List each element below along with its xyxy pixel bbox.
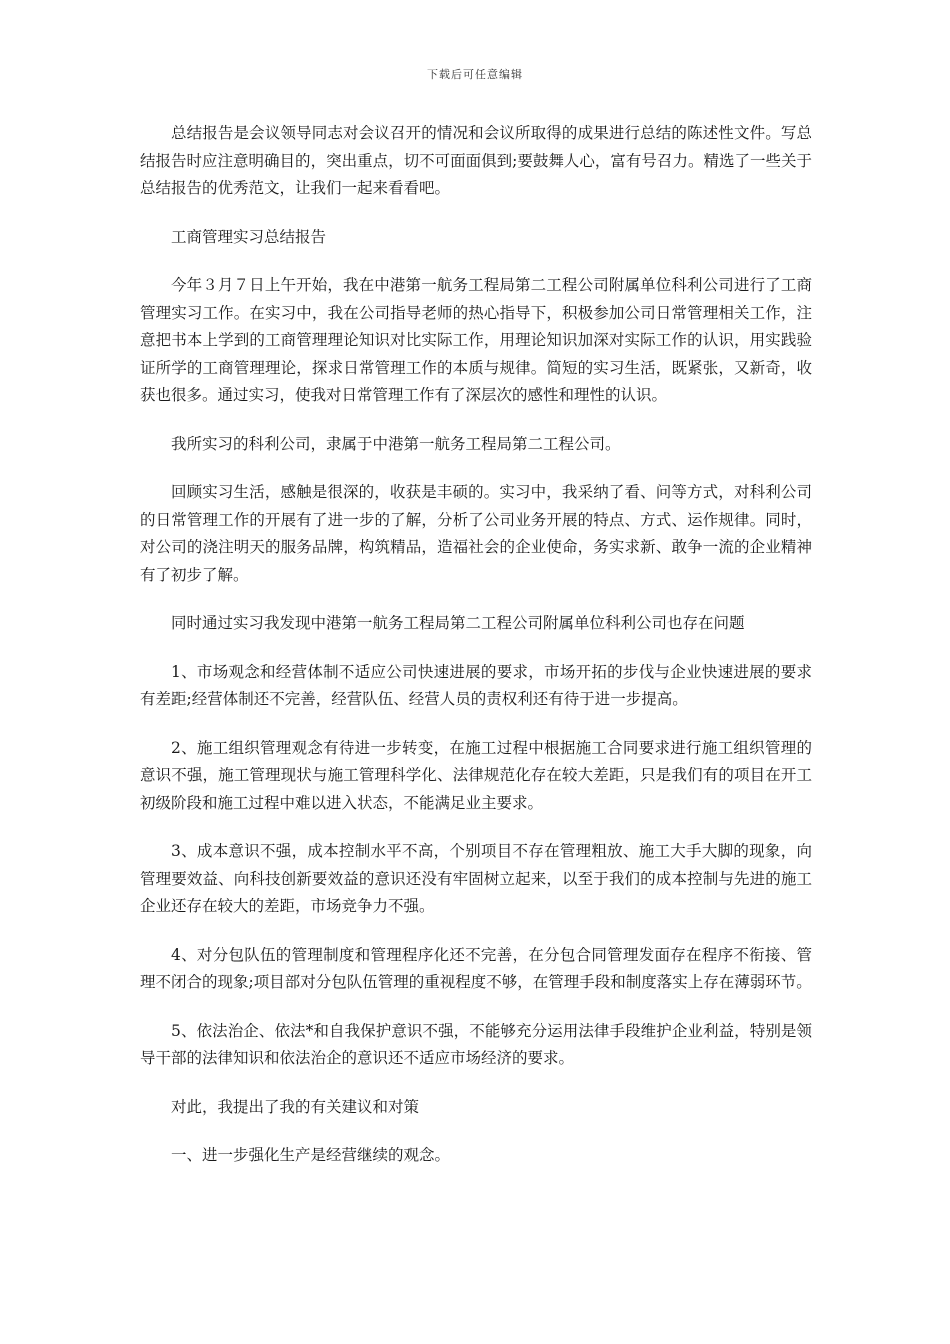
- page-header: 下载后可任意编辑: [427, 68, 523, 81]
- body-paragraph: 同时通过实习我发现中港第一航务工程局第二工程公司附属单位科利公司也存在问题: [171, 614, 745, 632]
- body-paragraph: 回顾实习生活，感触是很深的，收获是丰硕的。实习中，我采纳了看、问等方式，对科利公司的日常管理工作的开展有了进一步的了解，分析了公司业务开展的特点、方式、运作规律。同时，对公司的浇注明天的服务品牌，构筑精品，造福社会的企业使命，务实求新、敢争一流的企业精神有了初步了解。: [140, 483, 812, 584]
- document-body: [140, 120, 812, 1170]
- list-item: 3、成本意识不强，成本控制水平不高，个别项目不存在管理粗放、施工大手大脚的现象，向管理要效益、向科技创新要效益的意识还没有牢固树立起来，以至于我们的成本控制与先进的施工企业还存在较大的差距，市场竞争力不强。: [140, 842, 812, 915]
- list-item: 2、施工组织管理观念有待进一步转变，在施工过程中根据施工合同要求进行施工组织管理的意识不强，施工管理现状与施工管理科学化、法律规范化存在较大差距，只是我们有的项目在开工初级阶段和施工过程中难以进入状态，不能满足业主要求。: [140, 738, 812, 812]
- intro-paragraph: 总结报告是会议领导同志对会议召开的情况和会议所取得的成果进行总结的陈述性文件。写总结报告时应注意明确目的，突出重点，切不可面面俱到;要鼓舞人心，富有号召力。精选了一些关于总结报告的优秀范文，让我们一起来看看吧。: [140, 124, 812, 197]
- list-item: 4、对分包队伍的管理制度和管理程序化还不完善，在分包合同管理发面存在程序不衔接、管理不闭合的现象;项目部对分包队伍管理的重视程度不够，在管理手段和制度落实上存在薄弱环节。: [140, 945, 812, 991]
- subsection-heading: 一、进一步强化生产是经营继续的观念。: [171, 1146, 451, 1164]
- body-paragraph: 今年３月７日上午开始，我在中港第一航务工程局第二工程公司附属单位科利公司进行了工商管理实习工作。在实习中，我在公司指导老师的热心指导下，积极参加公司日常管理相关工作，注意把书本上学到的工商管理理论知识对比实际工作，用理论知识加深对实际工作的认识，用实践验证所学的工商管理理论，探求日常管理工作的本质与规律。简短的实习生活，既紧张，又新奇，收获也很多。通过实习，使我对日常管理工作有了深层次的感性和理性的认识。: [140, 276, 812, 404]
- body-paragraph: 对此，我提出了我的有关建议和对策: [171, 1097, 420, 1116]
- list-item: 5、依法治企、依法*和自我保护意识不强，不能够充分运用法律手段维护企业利益，特别是领导干部的法律知识和依法治企的意识还不适应市场经济的要求。: [140, 1021, 812, 1067]
- section-title: 工商管理实习总结报告: [171, 227, 327, 246]
- body-paragraph: 我所实习的科利公司，隶属于中港第一航务工程局第二工程公司。: [171, 434, 621, 453]
- list-item: 1、市场观念和经营体制不适应公司快速进展的要求，市场开拓的步伐与企业快速进展的要求有差距;经营体制还不完善，经营队伍、经营人员的责权利还有待于进一步提高。: [140, 662, 812, 708]
